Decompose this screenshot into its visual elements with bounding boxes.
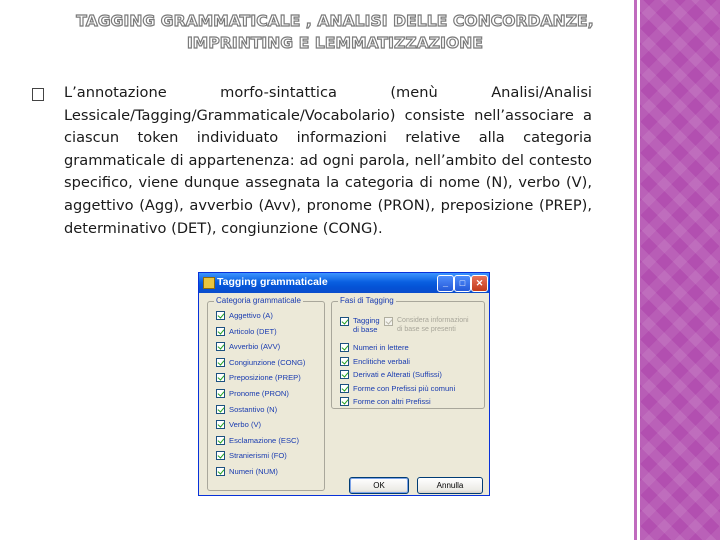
category-checkbox[interactable]: [216, 389, 225, 398]
phase-checkbox[interactable]: [340, 370, 349, 379]
category-label: Pronome (PRON): [229, 389, 289, 398]
category-label: Verbo (V): [229, 420, 262, 430]
cancel-button[interactable]: Annulla: [417, 477, 483, 494]
slide-title-line2: IMPRINTING E LEMMATIZZAZIONE: [186, 34, 484, 52]
category-checkbox[interactable]: [216, 420, 225, 429]
category-checkbox[interactable]: [216, 311, 225, 320]
category-checkbox[interactable]: [216, 451, 225, 460]
dialog-titlebar[interactable]: [199, 273, 489, 293]
category-checkbox[interactable]: [216, 405, 225, 414]
base-info-label-line1: Considera informazioni: [397, 317, 469, 324]
phase-label: Forme con altri Prefissi: [353, 397, 431, 407]
phases-group-legend: Fasi di Tagging: [340, 296, 394, 305]
category-label: Avverbio (AVV): [229, 342, 281, 352]
category-checkbox[interactable]: [216, 327, 225, 336]
phase-label: Forme con Prefissi più comuni: [353, 383, 456, 393]
base-tagging-label-line1: Tagging: [353, 316, 380, 325]
phase-checkbox[interactable]: [340, 397, 349, 406]
close-button[interactable]: ✕: [471, 275, 488, 292]
category-group-legend: Categoria grammaticale: [216, 296, 301, 305]
base-info-checkbox: [384, 317, 393, 326]
base-tagging-label-line2: di base: [353, 325, 378, 334]
category-label: Sostantivo (N): [229, 404, 278, 414]
category-label: Congiunzione (CONG): [229, 357, 306, 367]
slide-title-line1: TAGGING GRAMMATICALE , ANALISI DELLE CONCORDANZE,: [76, 12, 594, 30]
category-label: Preposizione (PREP): [229, 373, 301, 383]
maximize-button[interactable]: □: [454, 275, 471, 292]
bullet-box-icon: [32, 88, 44, 101]
side-divider-line: [634, 0, 637, 540]
base-tagging-checkbox[interactable]: [340, 317, 349, 326]
ok-button[interactable]: OK: [349, 477, 409, 494]
decorative-side-panel: [640, 0, 720, 540]
category-label: Esclamazione (ESC): [229, 435, 300, 445]
category-label: Stranierismi (FO): [229, 451, 287, 461]
phases-group: [331, 296, 485, 409]
phase-label: Numeri in lettere: [353, 343, 409, 352]
category-checkbox[interactable]: [216, 373, 225, 382]
category-label: Aggettivo (A): [229, 311, 273, 320]
phase-checkbox[interactable]: [340, 343, 349, 352]
category-checkbox[interactable]: [216, 358, 225, 367]
phase-label: Enclitiche verbali: [353, 356, 410, 366]
bullet-paragraph: L’annotazione morfo-sintattica (menù Analisi/Analisi Lessicale/Tagging/Grammaticale/Vocabolario) consiste nell’associare a ciascun token individuato informazioni relative alla categoria grammaticale di appartenenza: ad ogni parola, nell’ambito del contesto specifico, viene dunque assegnata la categoria di nome (N), verbo (V), aggettivo (Agg), avverbio (Avv), pronome (PRON), preposizione (PREP), determinativo (DET), congiunzione (CONG).: [64, 84, 592, 237]
category-checkbox[interactable]: [216, 436, 225, 445]
window-app-icon: [203, 277, 215, 289]
slide-title: [40, 10, 630, 54]
category-group: [207, 296, 325, 491]
minimize-button[interactable]: _: [437, 275, 454, 292]
phase-checkbox[interactable]: [340, 384, 349, 393]
dialog-title: Tagging grammaticale: [217, 276, 328, 288]
category-label: Numeri (NUM): [229, 467, 278, 476]
tagging-dialog: [198, 272, 490, 496]
category-checkbox[interactable]: [216, 342, 225, 351]
category-label: Articolo (DET): [229, 326, 277, 336]
base-info-label-line2: di base se presenti: [397, 326, 456, 333]
phase-checkbox[interactable]: [340, 357, 349, 366]
phase-label: Derivati e Alterati (Suffissi): [353, 370, 442, 380]
category-checkbox[interactable]: [216, 467, 225, 476]
